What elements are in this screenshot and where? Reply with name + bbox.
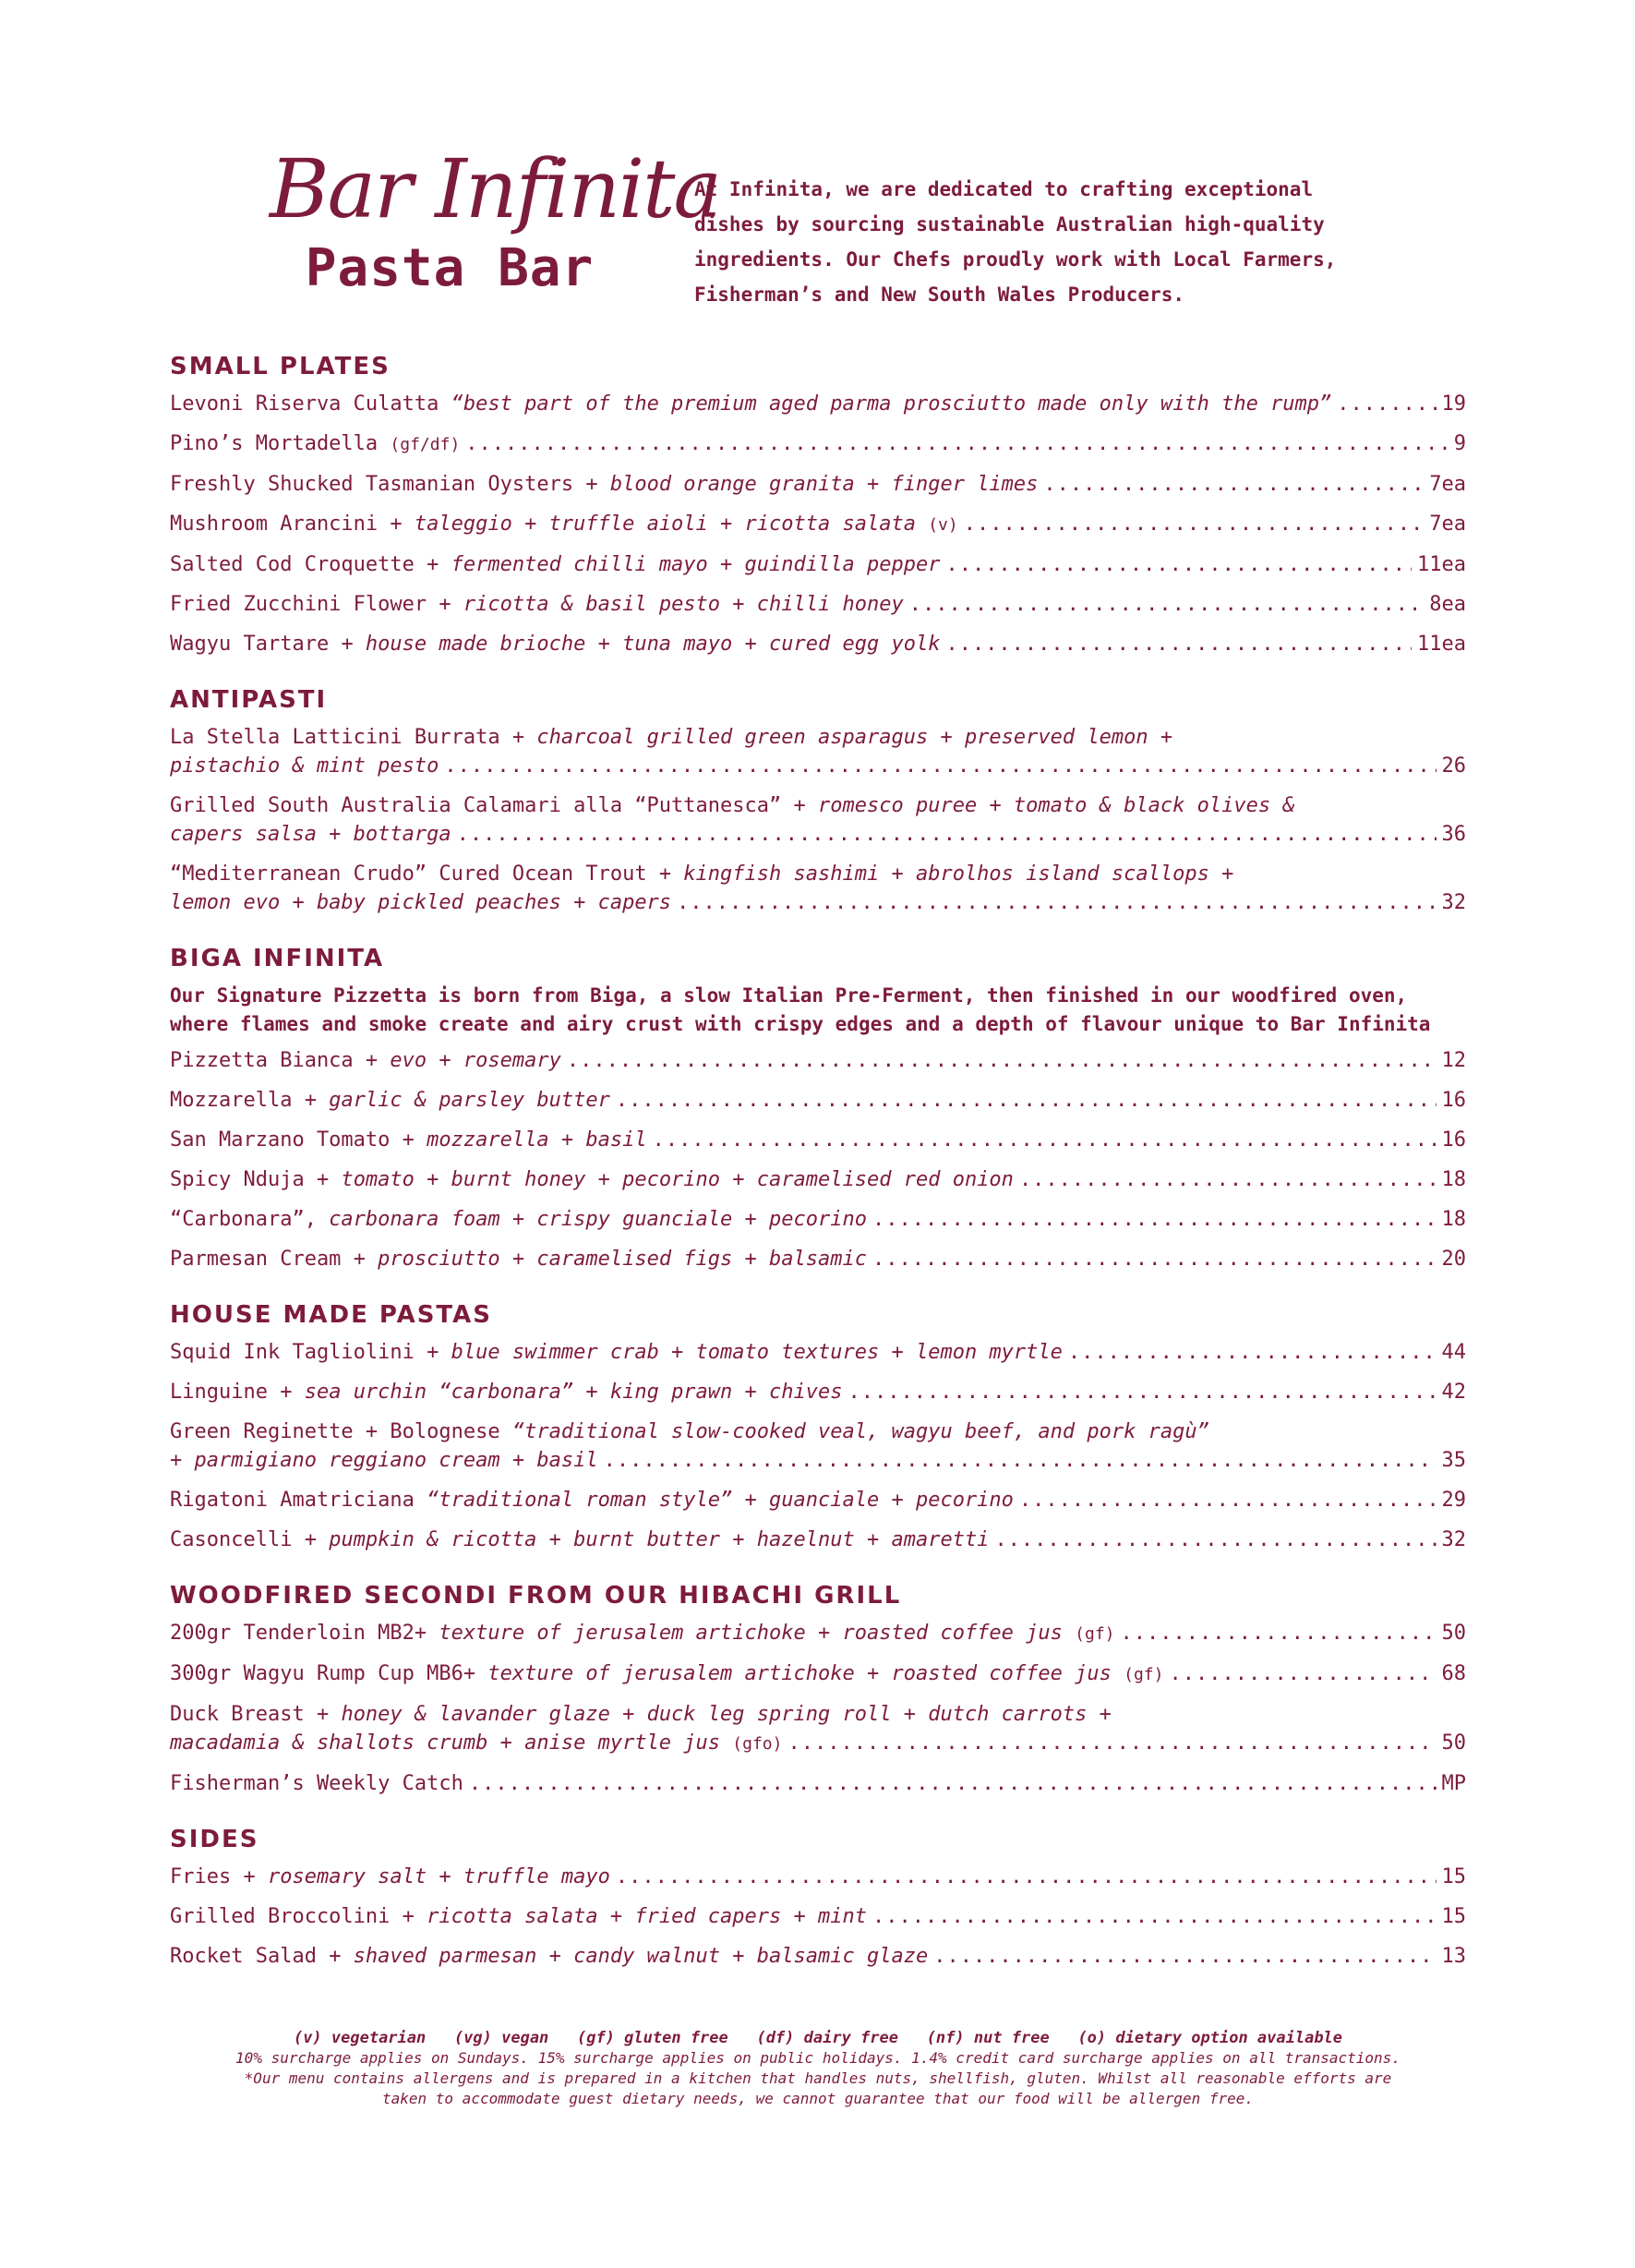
dot-leader <box>469 1769 1437 1798</box>
item-line <box>170 1086 1466 1115</box>
dot-leader <box>444 752 1436 780</box>
menu-item <box>170 1046 1466 1075</box>
item-text <box>170 1245 867 1273</box>
section-description: Our Signature Pizzetta is born from Biga, a slow Italian Pre-Ferment, then finished in our woodfired oven, where flames and smoke create and airy crust with crispy edges and a depth of flavour unique to Bar Infinita <box>170 984 1431 1035</box>
item-name: Rocket Salad <box>170 1945 330 1968</box>
item-diet-note: (gf) <box>1075 1624 1115 1644</box>
item-line-2 <box>170 1446 1466 1475</box>
dietary-legend: (v) vegetarian (vg) vegan (gf) gluten free (df) dairy free (nf) nut free (o) dietary option available <box>293 2029 1343 2047</box>
menu-item <box>170 1126 1466 1154</box>
item-line <box>170 1046 1466 1075</box>
item-text <box>170 390 1331 418</box>
item-description: + rosemary salt + truffle mayo <box>243 1865 610 1888</box>
menu-item <box>170 1086 1466 1115</box>
bar-infinita-logo: Bar Infinita <box>270 141 720 236</box>
menu-item <box>170 470 1466 499</box>
item-price: 50 <box>1441 1622 1466 1645</box>
item-price: 44 <box>1441 1341 1466 1364</box>
menu-item <box>170 1863 1466 1891</box>
item-description: “best part of the premium aged parma prosciutto made only with the rump” <box>451 392 1332 416</box>
item-name: Mozzarella <box>170 1089 305 1112</box>
item-line <box>170 630 1466 658</box>
section-title: SMALL PLATES <box>170 353 391 380</box>
menu-item <box>170 550 1466 579</box>
item-line <box>170 1526 1466 1554</box>
dot-leader <box>933 1942 1436 1971</box>
item-text <box>170 1126 647 1154</box>
item-line-1 <box>170 860 1466 888</box>
item-text <box>170 1902 867 1931</box>
menu-item <box>170 1942 1466 1971</box>
dot-leader <box>1169 1659 1436 1688</box>
section-woodfired-secondi <box>170 1580 1466 1798</box>
dot-leader <box>945 630 1412 658</box>
item-price: 9 <box>1453 432 1466 455</box>
item-price: 18 <box>1441 1168 1466 1191</box>
item-name: Duck Breast <box>170 1703 317 1726</box>
dot-leader <box>872 1205 1437 1234</box>
dot-leader <box>616 1086 1437 1115</box>
dot-leader <box>604 1446 1437 1475</box>
item-line <box>170 1126 1466 1154</box>
section-biga-infinita <box>170 943 1466 1273</box>
menu-item <box>170 791 1466 849</box>
dot-leader <box>1043 470 1424 499</box>
item-line <box>170 1338 1466 1367</box>
item-text <box>170 1526 989 1554</box>
item-text <box>170 1086 610 1115</box>
item-name: Fries <box>170 1865 244 1888</box>
item-line <box>170 1659 1466 1689</box>
item-price: 11ea <box>1417 633 1466 656</box>
item-text <box>170 1486 1014 1514</box>
item-description: + evo + rosemary <box>365 1049 561 1072</box>
item-price: 11ea <box>1417 553 1466 576</box>
item-name: San Marzano Tomato <box>170 1128 403 1152</box>
menu-item <box>170 1700 1466 1758</box>
item-name: Fried Zucchini Flower <box>170 593 439 616</box>
dot-leader <box>465 429 1448 458</box>
menu-item <box>170 1486 1466 1514</box>
dot-leader <box>964 510 1425 538</box>
item-description: + romesco puree + tomato & black olives & <box>793 794 1295 817</box>
section-title: WOODFIRED SECONDI FROM OUR HIBACHI GRILL <box>170 1582 902 1610</box>
item-line <box>170 1619 1466 1648</box>
dot-leader <box>787 1729 1436 1757</box>
dot-leader <box>909 590 1425 619</box>
item-line <box>170 1486 1466 1514</box>
dot-leader <box>1121 1619 1437 1647</box>
item-text <box>170 429 460 459</box>
dot-leader <box>1068 1338 1437 1367</box>
item-price: 68 <box>1441 1662 1466 1685</box>
item-description: “traditional roman style” + guanciale + pecorino <box>427 1489 1014 1512</box>
dot-leader <box>872 1245 1437 1273</box>
item-diet-note: (gf) <box>1124 1665 1164 1684</box>
dot-leader <box>848 1378 1437 1406</box>
item-text <box>170 1378 843 1406</box>
pasta-bar-title: Pasta Bar <box>305 238 595 298</box>
menu-item <box>170 590 1466 619</box>
dot-leader <box>457 820 1437 849</box>
item-description: texture of jerusalem artichoke + roasted coffee jus <box>439 1622 1076 1645</box>
item-name: Pizzetta Bianca <box>170 1049 366 1072</box>
item-diet-note: (gfo) <box>732 1734 783 1754</box>
dot-leader <box>1019 1165 1437 1194</box>
item-price: 15 <box>1441 1865 1466 1888</box>
section-antipasti <box>170 684 1466 917</box>
item-line-2 <box>170 752 1466 780</box>
item-name: Pino’s Mortadella <box>170 432 391 455</box>
menu-item <box>170 1165 1466 1194</box>
item-description: + tomato + burnt honey + pecorino + caramelised red onion <box>316 1168 1014 1191</box>
item-price: 36 <box>1441 823 1466 846</box>
item-line <box>170 1902 1466 1931</box>
item-name: La Stella Latticini Burrata + <box>170 726 537 749</box>
item-description: texture of jerusalem artichoke + roasted coffee jus <box>487 1662 1124 1685</box>
allergen-note-cont: taken to accommodate guest dietary needs, we cannot guarantee that our food will be allergen free. <box>381 2090 1254 2107</box>
item-price: 16 <box>1441 1128 1466 1152</box>
item-price: 12 <box>1441 1049 1466 1072</box>
item-text <box>170 1205 867 1234</box>
item-text <box>170 1165 1014 1194</box>
menu-item <box>170 429 1466 459</box>
item-name: Wagyu Tartare <box>170 633 342 656</box>
menu-item <box>170 390 1466 418</box>
item-text <box>170 888 671 917</box>
item-description: + mozzarella + basil <box>402 1128 647 1152</box>
dot-leader <box>1019 1486 1437 1514</box>
dot-leader <box>1337 390 1436 418</box>
menu-item <box>170 1205 1466 1234</box>
item-price: 13 <box>1441 1945 1466 1968</box>
item-description: “traditional slow-cooked veal, wagyu beef, and pork ragù” <box>511 1420 1209 1443</box>
item-price: 16 <box>1441 1089 1466 1112</box>
section-title: SIDES <box>170 1826 259 1853</box>
item-price: 32 <box>1441 1528 1466 1551</box>
item-name: “Carbonara”, <box>170 1208 330 1231</box>
item-description: + fermented chilli mayo + guindilla pepper <box>427 553 941 576</box>
menu-item <box>170 860 1466 917</box>
menu-item <box>170 1659 1466 1689</box>
item-name: Green Reginette + Bolognese <box>170 1420 512 1443</box>
item-text <box>170 590 904 619</box>
item-line-2 <box>170 1729 1466 1758</box>
item-name: Squid Ink Tagliolini <box>170 1341 427 1364</box>
item-description-cont: capers salsa + bottarga <box>170 823 451 846</box>
section-title: BIGA INFINITA <box>170 945 385 972</box>
menu-item <box>170 1338 1466 1367</box>
item-text <box>170 1446 598 1475</box>
item-name: Levoni Riserva Culatta <box>170 392 451 416</box>
item-price: 32 <box>1441 891 1466 914</box>
menu-item <box>170 510 1466 539</box>
item-description: + blue swimmer crab + tomato textures + lemon myrtle <box>427 1341 1063 1364</box>
item-name: Spicy Nduja <box>170 1168 317 1191</box>
item-line-1 <box>170 1418 1466 1446</box>
item-price: 42 <box>1441 1381 1466 1404</box>
item-text <box>170 550 940 579</box>
dot-leader <box>677 888 1436 917</box>
item-line <box>170 550 1466 579</box>
item-text <box>170 1619 1115 1648</box>
menu-item <box>170 1619 1466 1648</box>
item-description: + sea urchin “carbonara” + king prawn + chives <box>280 1381 843 1404</box>
item-text <box>170 630 940 658</box>
item-price: 20 <box>1441 1248 1466 1271</box>
menu-item <box>170 1378 1466 1406</box>
intro-text: At Infinita, we are dedicated to crafting exceptional dishes by sourcing sustainable Australian high-quality ingredients. Our Chefs proudly work with Local Farmers, Fisherman’s and New South Wales Producers. <box>694 178 1337 306</box>
item-description: + pumpkin & ricotta + burnt butter + hazelnut + amaretti <box>304 1528 990 1551</box>
item-text <box>170 1942 928 1971</box>
item-description-cont: + parmigiano reggiano cream + basil <box>170 1449 598 1472</box>
item-price: 15 <box>1441 1905 1466 1928</box>
item-line-2 <box>170 820 1466 849</box>
item-line <box>170 429 1466 459</box>
item-description: + shaved parmesan + candy walnut + balsamic glaze <box>329 1945 929 1968</box>
allergen-note: *Our menu contains allergens and is prepared in a kitchen that handles nuts, shellfish, gluten. Whilst all reasonable efforts are <box>244 2069 1392 2087</box>
item-name: Casoncelli <box>170 1528 305 1551</box>
dot-leader <box>945 550 1412 579</box>
item-price: 50 <box>1441 1731 1466 1755</box>
item-name: 200gr Tenderloin MB2+ <box>170 1622 439 1645</box>
dot-leader <box>994 1526 1436 1554</box>
item-diet-note: (v) <box>928 515 958 535</box>
section-title: ANTIPASTI <box>170 686 328 714</box>
item-description: + ricotta & basil pesto + chilli honey <box>439 593 904 616</box>
item-price: 18 <box>1441 1208 1466 1231</box>
item-name: Linguine <box>170 1381 281 1404</box>
menu-header <box>170 139 1466 351</box>
menu-item <box>170 1526 1466 1554</box>
section-sides <box>170 1824 1466 1971</box>
item-name: 300gr Wagyu Rump Cup MB6+ <box>170 1662 488 1685</box>
item-name: Parmesan Cream <box>170 1248 354 1271</box>
item-line <box>170 1378 1466 1406</box>
item-line-1 <box>170 1700 1466 1729</box>
item-price: MP <box>1441 1772 1466 1795</box>
item-description: + prosciutto + caramelised figs + balsamic <box>353 1248 867 1271</box>
item-description: carbonara foam + crispy guanciale + pecorino <box>329 1208 867 1231</box>
item-text <box>170 1338 1063 1367</box>
brand-block <box>270 139 720 301</box>
menu-item <box>170 1769 1466 1798</box>
item-description: + house made brioche + tuna mayo + cured egg yolk <box>341 633 941 656</box>
item-price: 29 <box>1441 1489 1466 1512</box>
surcharge-note: 10% surcharge applies on Sundays. 15% surcharge applies on public holidays. 1.4% credit card surcharge applies on all transactions. <box>235 2049 1401 2067</box>
item-description: + taleggio + truffle aioli + ricotta salata <box>390 513 929 536</box>
item-description: + kingfish sashimi + abrolhos island scallops + <box>658 863 1234 886</box>
item-line <box>170 1942 1466 1971</box>
menu-item <box>170 1418 1466 1475</box>
item-diet-note: (gf/df) <box>390 435 461 454</box>
item-line <box>170 590 1466 619</box>
section-small-plates <box>170 351 1466 658</box>
item-name: Fisherman’s Weekly Catch <box>170 1772 463 1795</box>
item-line <box>170 510 1466 539</box>
item-description-cont: pistachio & mint pesto <box>170 754 439 778</box>
item-text <box>170 752 439 780</box>
item-line-1 <box>170 791 1466 820</box>
item-name: Grilled South Australia Calamari alla “Puttanesca” <box>170 794 794 817</box>
item-price: 19 <box>1441 392 1466 416</box>
item-description-cont: lemon evo + baby pickled peaches + capers <box>170 891 672 914</box>
item-line-2 <box>170 888 1466 917</box>
item-text <box>170 1659 1163 1689</box>
section-house-made-pastas <box>170 1299 1466 1554</box>
item-description: + honey & lavander glaze + duck leg spring roll + dutch carrots + <box>316 1703 1112 1726</box>
item-text <box>170 510 958 539</box>
item-name: Freshly Shucked Tasmanian Oysters <box>170 473 586 496</box>
item-name: Salted Cod Croquette <box>170 553 427 576</box>
item-text <box>170 470 1038 499</box>
item-line <box>170 1165 1466 1194</box>
menu-item <box>170 1245 1466 1273</box>
item-text <box>170 1729 782 1758</box>
item-price: 7ea <box>1429 513 1466 536</box>
menu-page <box>170 139 1466 1982</box>
item-text <box>170 1046 561 1075</box>
item-price: 35 <box>1441 1449 1466 1472</box>
item-price: 7ea <box>1429 473 1466 496</box>
item-line <box>170 1245 1466 1273</box>
menu-item <box>170 630 1466 658</box>
item-price: 8ea <box>1429 593 1466 616</box>
item-line <box>170 1205 1466 1234</box>
item-description: + blood orange granita + finger limes <box>585 473 1039 496</box>
item-line <box>170 470 1466 499</box>
menu-item <box>170 1902 1466 1931</box>
dot-leader <box>653 1126 1437 1154</box>
dot-leader <box>872 1902 1437 1931</box>
item-name: Mushroom Arancini <box>170 513 391 536</box>
item-line <box>170 390 1466 418</box>
section-title: HOUSE MADE PASTAS <box>170 1301 492 1329</box>
item-description: + ricotta salata + fried capers + mint <box>402 1905 867 1928</box>
item-line-1 <box>170 723 1466 752</box>
item-description-cont: macadamia & shallots crumb + anise myrtle jus <box>170 1731 733 1755</box>
item-name: Rigatoni Amatriciana <box>170 1489 427 1512</box>
item-name: “Mediterranean Crudo” Cured Ocean Trout <box>170 863 659 886</box>
item-text <box>170 820 451 849</box>
dot-leader <box>567 1046 1437 1075</box>
item-price: 26 <box>1441 754 1466 778</box>
item-line <box>170 1863 1466 1891</box>
item-name: Grilled Broccolini <box>170 1905 403 1928</box>
item-description: + garlic & parsley butter <box>304 1089 610 1112</box>
menu-item <box>170 723 1466 780</box>
item-description: charcoal grilled green asparagus + preserved lemon + <box>536 726 1173 749</box>
dot-leader <box>616 1863 1437 1891</box>
menu-footer <box>170 2028 1466 2109</box>
item-text <box>170 1863 610 1891</box>
